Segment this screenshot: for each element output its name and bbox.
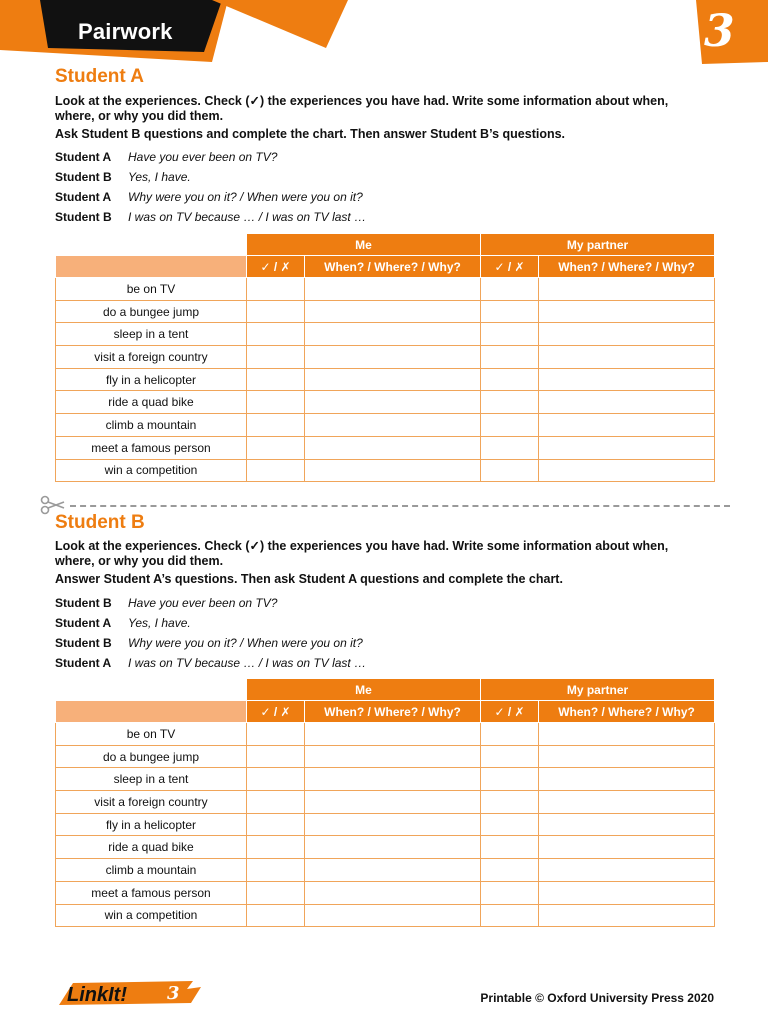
experience-label: meet a famous person — [56, 881, 247, 904]
experience-label: visit a foreign country — [56, 346, 247, 369]
details-cell-me[interactable] — [305, 745, 481, 768]
column-header-details-me: When? / Where? / Why? — [305, 701, 481, 723]
details-cell-me[interactable] — [305, 791, 481, 814]
section-heading: Student B — [55, 512, 145, 533]
table-row — [56, 300, 715, 323]
dialog-speaker: Student A — [55, 190, 112, 204]
table-row — [56, 791, 715, 814]
dialog-line — [55, 594, 277, 612]
experience-label: win a competition — [56, 904, 247, 927]
column-header-check-me: ✓ / ✗ — [247, 256, 305, 278]
table-row — [56, 436, 715, 459]
details-cell-partner[interactable] — [539, 723, 715, 746]
dialog-line — [55, 148, 277, 166]
experience-chart — [55, 678, 715, 927]
check-cell-me[interactable] — [247, 300, 305, 323]
check-cell-me[interactable] — [247, 791, 305, 814]
check-cell-partner[interactable] — [481, 436, 539, 459]
dialog-line — [55, 614, 191, 632]
check-cell-me[interactable] — [247, 745, 305, 768]
column-group-me: Me — [247, 234, 481, 256]
check-cell-partner[interactable] — [481, 745, 539, 768]
copyright-credit: Printable © Oxford University Press 2020 — [480, 991, 714, 1005]
column-header-details-partner: When? / Where? / Why? — [539, 256, 715, 278]
unit-number: 3 — [704, 6, 735, 57]
check-cell-me[interactable] — [247, 414, 305, 437]
dialog-speaker: Student B — [55, 170, 112, 184]
column-group-partner: My partner — [481, 679, 715, 701]
experience-label: ride a quad bike — [56, 391, 247, 414]
cut-line — [40, 500, 730, 512]
details-cell-me[interactable] — [305, 368, 481, 391]
column-header-experience — [56, 701, 247, 723]
dialog-text: Yes, I have. — [128, 616, 191, 630]
details-cell-me[interactable] — [305, 300, 481, 323]
link-it-logo — [55, 979, 205, 1007]
details-cell-partner[interactable] — [539, 881, 715, 904]
experience-label: fly in a helicopter — [56, 813, 247, 836]
details-cell-partner[interactable] — [539, 859, 715, 882]
column-header-check-me: ✓ / ✗ — [247, 701, 305, 723]
dialog-speaker: Student B — [55, 596, 112, 610]
dialog-line — [55, 634, 363, 652]
experience-label: be on TV — [56, 723, 247, 746]
check-cell-me[interactable] — [247, 278, 305, 301]
check-cell-me[interactable] — [247, 859, 305, 882]
dialog-speaker: Student B — [55, 210, 112, 224]
table-row — [56, 391, 715, 414]
instructions-line-1: Look at the experiences. Check (✓) the experiences you have had. Write some information about when, where, or why you did them. — [55, 94, 669, 123]
check-cell-me[interactable] — [247, 459, 305, 482]
column-header-check-partner: ✓ / ✗ — [481, 701, 539, 723]
details-cell-partner[interactable] — [539, 436, 715, 459]
dialog-text: I was on TV because … / I was on TV last … — [128, 210, 367, 224]
check-cell-partner[interactable] — [481, 881, 539, 904]
dialog-text: Why were you on it? / When were you on it? — [128, 636, 363, 650]
details-cell-partner[interactable] — [539, 836, 715, 859]
column-header-check-partner: ✓ / ✗ — [481, 256, 539, 278]
details-cell-me[interactable] — [305, 836, 481, 859]
check-cell-partner[interactable] — [481, 414, 539, 437]
section-heading: Student A — [55, 66, 145, 87]
check-cell-partner[interactable] — [481, 723, 539, 746]
details-cell-me[interactable] — [305, 278, 481, 301]
dialog-speaker: Student B — [55, 636, 112, 650]
experience-label: climb a mountain — [56, 859, 247, 882]
experience-label: do a bungee jump — [56, 745, 247, 768]
details-cell-partner[interactable] — [539, 813, 715, 836]
dialog-speaker: Student A — [55, 656, 112, 670]
check-cell-partner[interactable] — [481, 813, 539, 836]
details-cell-me[interactable] — [305, 723, 481, 746]
details-cell-partner[interactable] — [539, 278, 715, 301]
check-cell-partner[interactable] — [481, 368, 539, 391]
details-cell-partner[interactable] — [539, 414, 715, 437]
experience-label: visit a foreign country — [56, 791, 247, 814]
column-header-details-me: When? / Where? / Why? — [305, 256, 481, 278]
check-cell-me[interactable] — [247, 904, 305, 927]
column-header-details-partner: When? / Where? / Why? — [539, 701, 715, 723]
table-row — [56, 368, 715, 391]
check-cell-partner[interactable] — [481, 391, 539, 414]
table-row — [56, 836, 715, 859]
details-cell-me[interactable] — [305, 414, 481, 437]
check-cell-me[interactable] — [247, 436, 305, 459]
table-row — [56, 414, 715, 437]
check-cell-partner[interactable] — [481, 346, 539, 369]
table-row — [56, 346, 715, 369]
check-cell-me[interactable] — [247, 768, 305, 791]
details-cell-me[interactable] — [305, 768, 481, 791]
experience-label: fly in a helicopter — [56, 368, 247, 391]
check-cell-partner[interactable] — [481, 323, 539, 346]
details-cell-me[interactable] — [305, 904, 481, 927]
details-cell-partner[interactable] — [539, 391, 715, 414]
header-banner — [0, 0, 768, 70]
check-cell-partner[interactable] — [481, 859, 539, 882]
check-cell-me[interactable] — [247, 813, 305, 836]
table-row — [56, 881, 715, 904]
dialog-line — [55, 168, 191, 186]
header-orange-accent — [212, 0, 348, 48]
dialog-text: Have you ever been on TV? — [128, 150, 278, 164]
details-cell-partner[interactable] — [539, 791, 715, 814]
dialog-line — [55, 208, 366, 226]
experience-label: sleep in a tent — [56, 768, 247, 791]
details-cell-partner[interactable] — [539, 368, 715, 391]
dashed-divider — [70, 505, 730, 507]
experience-label: meet a famous person — [56, 436, 247, 459]
instructions-line-2: Ask Student B questions and complete the chart. Then answer Student B’s questions. — [55, 127, 566, 141]
table-row — [56, 323, 715, 346]
details-cell-me[interactable] — [305, 813, 481, 836]
table-row — [56, 904, 715, 927]
experience-label: sleep in a tent — [56, 323, 247, 346]
dialog-speaker: Student A — [55, 150, 112, 164]
table-row — [56, 813, 715, 836]
table-row — [56, 859, 715, 882]
check-cell-partner[interactable] — [481, 459, 539, 482]
table-row — [56, 745, 715, 768]
column-header-experience — [56, 256, 247, 278]
check-cell-partner[interactable] — [481, 768, 539, 791]
page-title: Pairwork — [78, 19, 173, 44]
check-cell-me[interactable] — [247, 836, 305, 859]
dialog-text: Have you ever been on TV? — [128, 596, 278, 610]
dialog-text: Why were you on it? / When were you on it? — [128, 190, 363, 204]
details-cell-me[interactable] — [305, 346, 481, 369]
check-cell-partner[interactable] — [481, 278, 539, 301]
details-cell-me[interactable] — [305, 881, 481, 904]
experience-label: win a competition — [56, 459, 247, 482]
details-cell-partner[interactable] — [539, 346, 715, 369]
details-cell-me[interactable] — [305, 323, 481, 346]
experience-label: climb a mountain — [56, 414, 247, 437]
experience-label: do a bungee jump — [56, 300, 247, 323]
dialog-line — [55, 188, 363, 206]
experience-chart — [55, 233, 715, 482]
details-cell-partner[interactable] — [539, 768, 715, 791]
dialog-speaker: Student A — [55, 616, 112, 630]
details-cell-partner[interactable] — [539, 459, 715, 482]
check-cell-me[interactable] — [247, 368, 305, 391]
details-cell-me[interactable] — [305, 391, 481, 414]
logo-number: 3 — [167, 983, 180, 1004]
table-row — [56, 723, 715, 746]
check-cell-partner[interactable] — [481, 836, 539, 859]
check-cell-partner[interactable] — [481, 791, 539, 814]
experience-label: be on TV — [56, 278, 247, 301]
dialog-text: Yes, I have. — [128, 170, 191, 184]
details-cell-partner[interactable] — [539, 904, 715, 927]
logo-text: LinkIt! — [67, 984, 127, 1006]
column-group-partner: My partner — [481, 234, 715, 256]
details-cell-partner[interactable] — [539, 323, 715, 346]
details-cell-me[interactable] — [305, 459, 481, 482]
column-group-me: Me — [247, 679, 481, 701]
table-row — [56, 459, 715, 482]
table-row — [56, 768, 715, 791]
check-cell-me[interactable] — [247, 346, 305, 369]
dialog-line — [55, 654, 366, 672]
check-cell-me[interactable] — [247, 323, 305, 346]
instructions-line-1: Look at the experiences. Check (✓) the experiences you have had. Write some information about when, where, or why you did them. — [55, 539, 669, 568]
check-cell-me[interactable] — [247, 881, 305, 904]
check-cell-me[interactable] — [247, 723, 305, 746]
details-cell-partner[interactable] — [539, 745, 715, 768]
check-cell-partner[interactable] — [481, 300, 539, 323]
check-cell-partner[interactable] — [481, 904, 539, 927]
details-cell-me[interactable] — [305, 436, 481, 459]
experience-label: ride a quad bike — [56, 836, 247, 859]
instructions-line-2: Answer Student A’s questions. Then ask Student A questions and complete the chart. — [55, 572, 563, 586]
check-cell-me[interactable] — [247, 391, 305, 414]
details-cell-me[interactable] — [305, 859, 481, 882]
details-cell-partner[interactable] — [539, 300, 715, 323]
table-row — [56, 278, 715, 301]
dialog-text: I was on TV because … / I was on TV last … — [128, 656, 367, 670]
